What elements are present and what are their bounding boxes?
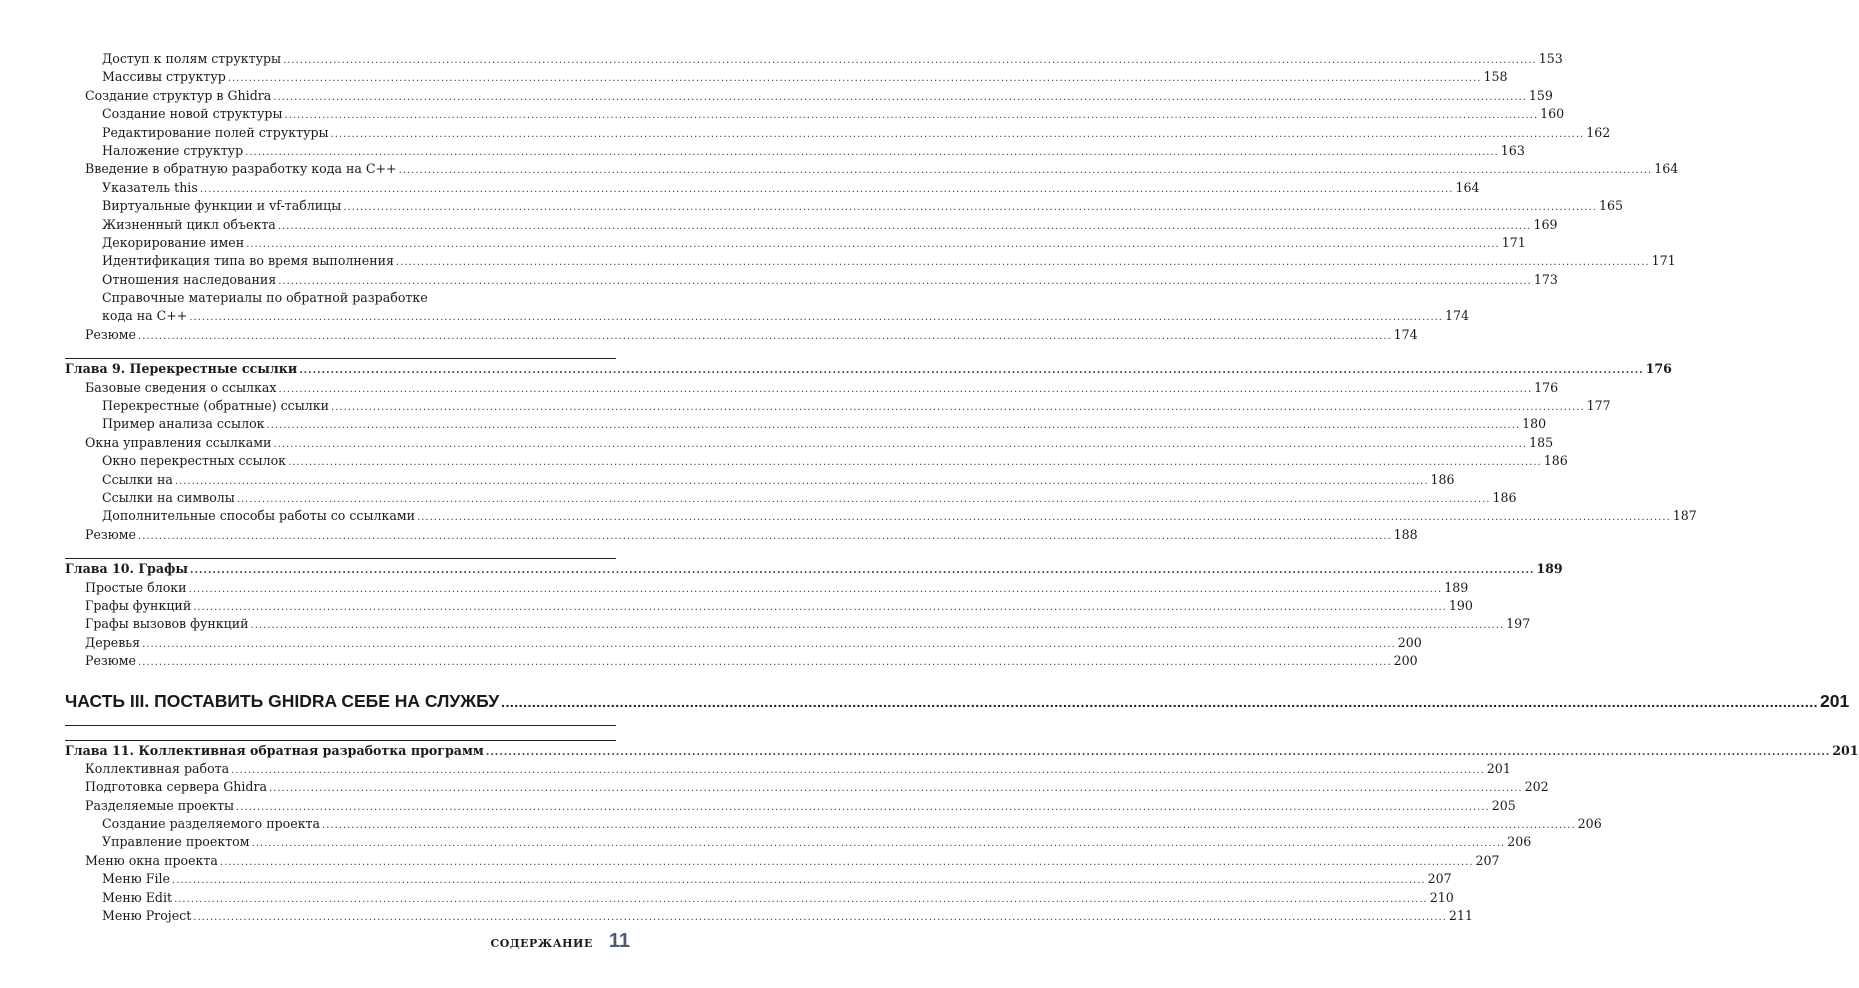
toc-page-number: 190 <box>1448 597 1473 613</box>
dot-leader: ............................................................................................................................................................................................................................................................................................................ <box>284 110 1539 122</box>
toc-entry-title: Справочные материалы по обратной разработке <box>102 290 428 306</box>
toc-entry <box>65 124 1611 142</box>
toc-entry-title: Коллективная работа <box>85 760 230 776</box>
toc-entry-title: Ссылки на <box>102 471 173 487</box>
toc-page-number: 158 <box>1483 69 1508 85</box>
dot-leader: ............................................................................................................................................................................................................................................................................................................ <box>283 55 1537 66</box>
toc-entry-title: Создание новой структуры <box>102 106 283 122</box>
toc-entry-title: Введение в обратную разработку кода на C++ <box>85 161 397 177</box>
dot-leader: ............................................................................................................................................................................................................................................................................................................ <box>188 583 1443 595</box>
toc-page-number: 160 <box>1540 106 1565 122</box>
toc-entry <box>65 870 1452 888</box>
toc-entry <box>65 271 1558 289</box>
toc-entry <box>65 379 1559 397</box>
dot-leader: ............................................................................................................................................................................................................................................................................................................ <box>189 565 1535 577</box>
dot-leader: ............................................................................................................................................................................................................................................................................................................ <box>331 402 1585 414</box>
toc-entry-title: Декорирование имен <box>102 234 245 250</box>
toc-chapter <box>65 558 1563 578</box>
part-divider <box>65 725 616 726</box>
toc-entry <box>65 452 1568 470</box>
toc-entry <box>65 889 1454 907</box>
toc-page-number: 176 <box>1534 379 1559 395</box>
page-footer <box>491 930 631 953</box>
toc-page-number: 189 <box>1444 579 1469 595</box>
toc-chapter <box>65 740 1859 760</box>
toc-page-number: 206 <box>1577 816 1602 832</box>
toc-entry-title: Массивы структур <box>102 69 226 85</box>
toc-page-number: 211 <box>1448 908 1473 924</box>
dot-leader: ............................................................................................................................................................................................................................................................................................................ <box>485 746 1831 758</box>
toc-page-number: 163 <box>1500 142 1525 158</box>
dot-leader: ............................................................................................................................................................................................................................................................................................................ <box>189 312 1443 324</box>
toc-entry <box>65 397 1611 415</box>
toc-entry-title: Указатель this <box>102 179 198 195</box>
dot-leader: ............................................................................................................................................................................................................................................................................................................ <box>231 764 1485 776</box>
toc-entry-title: Редактирование полей структуры <box>102 124 329 140</box>
dot-leader: ............................................................................................................................................................................................................................................................................................................ <box>288 457 1542 469</box>
dot-leader: ............................................................................................................................................................................................................................................................................................................ <box>138 330 1392 342</box>
toc-page-number: 201 <box>1486 760 1511 776</box>
toc-entry <box>65 778 1549 796</box>
dot-leader: ............................................................................................................................................................................................................................................................................................................ <box>417 512 1671 524</box>
toc-entry-title: Виртуальные функции и vf-таблицы <box>102 198 342 214</box>
dot-leader: ............................................................................................................................................................................................................................................................................................................ <box>277 220 1532 232</box>
toc-page-number: 189 <box>1536 561 1563 577</box>
toc-entry <box>65 833 1532 851</box>
toc-entry-title: Глава 9. Перекрестные ссылки <box>65 361 298 377</box>
dot-leader: ............................................................................................................................................................................................................................................................................................................ <box>174 475 1429 487</box>
dot-leader: ............................................................................................................................................................................................................................................................................................................ <box>395 257 1650 269</box>
toc-entry <box>65 105 1565 123</box>
toc-entry-title: Жизненный цикл объекта <box>102 216 276 232</box>
toc-entry <box>65 415 1547 433</box>
toc-entry-title: Меню окна проекта <box>85 852 218 868</box>
toc-entry-title: Глава 11. Коллективная обратная разработка программ <box>65 742 484 758</box>
toc-page-number: 169 <box>1533 216 1558 232</box>
toc-entry-title: Создание разделяемого проекта <box>102 816 321 832</box>
toc-entry-title: Простые блоки <box>85 579 187 595</box>
toc-page-number: 187 <box>1672 508 1697 524</box>
toc-page-number: 200 <box>1393 653 1418 669</box>
toc-entry-title: Резюме <box>85 526 137 542</box>
toc-entry-title: Меню File <box>102 871 170 887</box>
dot-leader: ............................................................................................................................................................................................................................................................................................................ <box>330 128 1585 140</box>
toc-entry <box>65 160 1679 178</box>
toc-page-number: 200 <box>1397 634 1422 650</box>
running-header-label: СОДЕРЖАНИЕ <box>490 937 593 950</box>
toc-page-number: 171 <box>1651 253 1676 269</box>
toc-entry <box>65 252 1676 270</box>
toc-entry-title: Ссылки на символы <box>102 489 235 505</box>
table-of-contents <box>65 50 1859 925</box>
toc-page-number: 165 <box>1598 198 1623 214</box>
toc-entry-title: ЧАСТЬ III. ПОСТАВИТЬ GHIDRA СЕБЕ НА СЛУЖБУ <box>65 690 500 711</box>
toc-page-number: 153 <box>1538 51 1563 66</box>
toc-entry <box>65 597 1473 615</box>
toc-page-number: 159 <box>1528 87 1553 103</box>
toc-page-number: 201 <box>1820 690 1850 711</box>
toc-page-number: 202 <box>1524 779 1549 795</box>
dot-leader: ............................................................................................................................................................................................................................................................................................................ <box>227 73 1482 85</box>
dot-leader: ............................................................................................................................................................................................................................................................................................................ <box>236 801 1490 813</box>
toc-entry <box>65 197 1623 215</box>
toc-entry-title: Пример анализа ссылок <box>102 416 265 432</box>
toc-entry-title: Деревья <box>85 634 141 650</box>
dot-leader: ............................................................................................................................................................................................................................................................................................................ <box>219 856 1474 868</box>
dot-leader: ............................................................................................................................................................................................................................................................................................................ <box>251 838 1506 850</box>
dot-leader: ............................................................................................................................................................................................................................................................................................................ <box>174 893 1428 905</box>
dot-leader: ............................................................................................................................................................................................................................................................................................................ <box>278 275 1532 287</box>
toc-page-number: 176 <box>1645 361 1672 377</box>
dot-leader: ............................................................................................................................................................................................................................................................................................................ <box>278 383 1533 395</box>
dot-leader: ............................................................................................................................................................................................................................................................................................................ <box>171 875 1426 887</box>
dot-leader: ............................................................................................................................................................................................................................................................................................................ <box>245 146 1499 158</box>
toc-entry-title: Меню Project <box>102 908 192 924</box>
toc-entry <box>65 760 1511 778</box>
toc-entry-title: Резюме <box>85 653 137 669</box>
toc-entry <box>65 434 1554 452</box>
toc-page-number: 206 <box>1507 834 1532 850</box>
toc-page-number: 174 <box>1393 326 1418 342</box>
toc-page-number: 205 <box>1491 797 1516 813</box>
toc-entry-title: Графы вызовов функций <box>85 616 249 632</box>
page-number: 11 <box>608 930 630 952</box>
toc-entry-title: Перекрестные (обратные) ссылки <box>102 398 330 414</box>
dot-leader: ............................................................................................................................................................................................................................................................................................................ <box>501 693 1819 710</box>
toc-entry <box>65 50 1563 68</box>
toc-page-number: 210 <box>1429 889 1454 905</box>
toc-part-heading <box>65 689 1850 713</box>
dot-leader: ............................................................................................................................................................................................................................................................................................................ <box>269 783 1523 795</box>
toc-entry-title: Дополнительные способы работы со ссылками <box>102 508 416 524</box>
toc-entry <box>65 326 1418 344</box>
toc-entry <box>65 526 1418 544</box>
dot-leader: ............................................................................................................................................................................................................................................................................................................ <box>273 91 1527 103</box>
toc-entry <box>65 634 1422 652</box>
toc-page-number: 207 <box>1475 852 1500 868</box>
dot-leader: ............................................................................................................................................................................................................................................................................................................ <box>193 601 1447 613</box>
toc-entry-title: Отношения наследования <box>102 271 277 287</box>
dot-leader: ............................................................................................................................................................................................................................................................................................................ <box>199 183 1454 195</box>
toc-entry-title: Окно перекрестных ссылок <box>102 453 287 469</box>
toc-entry <box>65 652 1418 670</box>
toc-entry-title: кода на C++ <box>102 308 188 324</box>
toc-page-number: 185 <box>1529 434 1554 450</box>
toc-entry <box>65 307 1470 325</box>
toc-page-number: 186 <box>1430 471 1455 487</box>
toc-page-number: 164 <box>1654 161 1679 177</box>
toc-entry <box>65 142 1525 160</box>
toc-entry <box>65 234 1526 252</box>
toc-page-number: 197 <box>1506 616 1531 632</box>
toc-page-number: 188 <box>1393 526 1418 542</box>
toc-entry <box>65 179 1480 197</box>
toc-entry-title: Базовые сведения о ссылках <box>85 379 277 395</box>
toc-page-number: 177 <box>1586 398 1611 414</box>
toc-entry-title: Графы функций <box>85 597 192 613</box>
toc-page-number: 174 <box>1445 308 1470 324</box>
toc-entry-title: Меню Edit <box>102 889 173 905</box>
toc-entry <box>65 907 1473 925</box>
toc-entry <box>65 216 1558 234</box>
dot-leader: ............................................................................................................................................................................................................................................................................................................ <box>398 165 1653 177</box>
toc-entry <box>65 579 1469 597</box>
toc-page-number: 180 <box>1522 416 1547 432</box>
toc-entry-title: Подготовка сервера Ghidra <box>85 779 267 795</box>
dot-leader: ............................................................................................................................................................................................................................................................................................................ <box>138 657 1392 669</box>
toc-page-number: 164 <box>1455 179 1480 195</box>
dot-leader: ............................................................................................................................................................................................................................................................................................................ <box>273 438 1528 450</box>
toc-page-number: 186 <box>1492 489 1517 505</box>
dot-leader: ............................................................................................................................................................................................................................................................................................................ <box>266 420 1521 432</box>
toc-entry <box>65 852 1500 870</box>
toc-page-number: 173 <box>1533 271 1558 287</box>
dot-leader: ............................................................................................................................................................................................................................................................................................................ <box>299 365 1644 377</box>
toc-entry-title: Резюме <box>85 326 137 342</box>
toc-entry-title: Окна управления ссылками <box>85 434 272 450</box>
toc-page-number: 186 <box>1543 453 1568 469</box>
toc-page-number: 201 <box>1832 742 1859 758</box>
toc-entry-title: Глава 10. Графы <box>65 561 188 577</box>
toc-entry-line <box>65 289 616 307</box>
toc-page-number: 207 <box>1427 871 1452 887</box>
toc-entry <box>65 615 1531 633</box>
toc-entry <box>65 471 1455 489</box>
dot-leader: ............................................................................................................................................................................................................................................................................................................ <box>236 493 1491 505</box>
dot-leader: ............................................................................................................................................................................................................................................................................................................ <box>138 530 1392 542</box>
toc-entry-title: Разделяемые проекты <box>85 797 235 813</box>
toc-entry <box>65 489 1517 507</box>
toc-entry-title: Управление проектом <box>102 834 250 850</box>
toc-entry-title: Доступ к полям структуры <box>102 51 282 66</box>
dot-leader: ............................................................................................................................................................................................................................................................................................................ <box>322 820 1576 832</box>
toc-page-number: 171 <box>1501 234 1526 250</box>
toc-entry-title: Создание структур в Ghidra <box>85 87 272 103</box>
dot-leader: ............................................................................................................................................................................................................................................................................................................ <box>250 620 1505 632</box>
dot-leader: ............................................................................................................................................................................................................................................................................................................ <box>246 238 1500 250</box>
toc-entry <box>65 68 1508 86</box>
dot-leader: ............................................................................................................................................................................................................................................................................................................ <box>343 202 1597 214</box>
toc-chapter <box>65 358 1672 378</box>
toc-entry-title: Идентификация типа во время выполнения <box>102 253 394 269</box>
toc-entry <box>65 815 1602 833</box>
toc-entry <box>65 87 1553 105</box>
dot-leader: ............................................................................................................................................................................................................................................................................................................ <box>142 638 1396 650</box>
dot-leader: ............................................................................................................................................................................................................................................................................................................ <box>193 912 1447 924</box>
toc-entry-title: Наложение структур <box>102 142 244 158</box>
toc-page-number: 162 <box>1586 124 1611 140</box>
toc-entry <box>65 797 1516 815</box>
toc-entry <box>65 507 1697 525</box>
